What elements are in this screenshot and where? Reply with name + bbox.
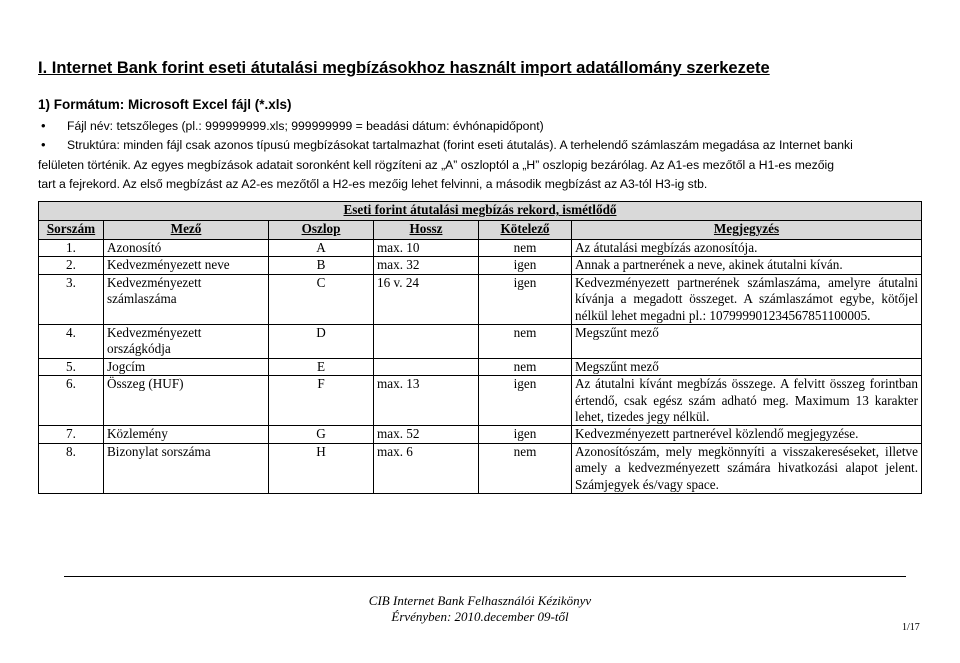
record-table <box>38 201 922 494</box>
row-column: G <box>269 426 374 443</box>
header-sorszam: Sorszám <box>39 221 104 240</box>
footer-manual-title: CIB Internet Bank Felhasználói Kézikönyv <box>368 593 592 608</box>
row-column: C <box>269 274 374 324</box>
row-length: max. 10 <box>374 240 479 257</box>
row-field: Közlemény <box>104 426 269 443</box>
row-number: 3. <box>39 274 104 324</box>
bullet-structure: • Struktúra: minden fájl csak azonos típusú megbízásokat tartalmazhat (forint eseti átutalás). A terhelendő számlaszám megadása az Internet banki <box>38 136 922 155</box>
row-required: igen <box>479 274 572 324</box>
row-length: 16 v. 24 <box>374 274 479 324</box>
row-note: Kedvezményezett partnerének számlaszáma, amelyre átutalni kívánja a megadott összeget. A számlaszámot egybe, kötőjel nélkül lehet megadni pl.: 107999901234567851100005. <box>572 274 922 324</box>
row-note: Azonosítószám, mely megkönnyíti a visszakereséseket, illetve amely a kedvezményezett számára hivatkozási alapot jelent. Számjegyek és/vagy space. <box>572 443 922 493</box>
row-required: nem <box>479 443 572 493</box>
row-field: Jogcím <box>104 358 269 375</box>
document-title: I. Internet Bank forint eseti átutalási megbízásokhoz használt import adatállomány szerkezete <box>38 59 770 77</box>
header-oszlop: Oszlop <box>269 221 374 240</box>
structure-paragraph <box>38 156 922 193</box>
table-row <box>39 376 922 426</box>
row-number: 6. <box>39 376 104 426</box>
row-note: Annak a partnerének a neve, akinek átutalni kíván. <box>572 257 922 274</box>
row-field: Összeg (HUF) <box>104 376 269 426</box>
table-row <box>39 358 922 375</box>
row-number: 5. <box>39 358 104 375</box>
row-required: nem <box>479 325 572 359</box>
row-column: B <box>269 257 374 274</box>
row-column: E <box>269 358 374 375</box>
row-column: F <box>269 376 374 426</box>
table-row <box>39 426 922 443</box>
row-note: Megszűnt mező <box>572 358 922 375</box>
row-field: Azonosító <box>104 240 269 257</box>
table-caption: Eseti forint átutalási megbízás rekord, ismétlődő <box>39 202 922 221</box>
footer-divider <box>64 576 906 577</box>
row-field: Kedvezményezett országkódja <box>104 325 269 359</box>
row-number: 2. <box>39 257 104 274</box>
row-note: Kedvezményezett partnerével közlendő megjegyzése. <box>572 426 922 443</box>
table-row <box>39 257 922 274</box>
row-length <box>374 325 479 359</box>
row-length: max. 32 <box>374 257 479 274</box>
bullet-list <box>38 117 922 154</box>
row-length: max. 52 <box>374 426 479 443</box>
table-row <box>39 325 922 359</box>
header-megjegyzes: Megjegyzés <box>572 221 922 240</box>
header-mezo: Mező <box>104 221 269 240</box>
bullet-filename: • Fájl név: tetszőleges (pl.: 999999999.xls; 999999999 = beadási dátum: évhónapidőpont) <box>38 117 922 136</box>
row-required: nem <box>479 240 572 257</box>
page-number: 1/17 <box>902 622 920 633</box>
row-number: 7. <box>39 426 104 443</box>
row-note: Az átutalási megbízás azonosítója. <box>572 240 922 257</box>
header-kotelezo: Kötelező <box>479 221 572 240</box>
paragraph-line: felületen történik. Az egyes megbízások adatait soronként kell rögzíteni az „A” oszloptól a „H” oszlopig bezárólag. Az A1-es mezőtől a H1-es mezőig <box>38 158 834 172</box>
footer <box>38 593 922 625</box>
paragraph-line: tart a fejrekord. Az első megbízást az A2-es mezőtől a H2-es mezőig lehet felvinni, a második megbízást az A3-tól H3-ig stb. <box>38 176 708 191</box>
row-field: Kedvezményezett neve <box>104 257 269 274</box>
row-field: Kedvezményezett számlaszáma <box>104 274 269 324</box>
row-required: nem <box>479 358 572 375</box>
table-row <box>39 274 922 324</box>
row-length: max. 6 <box>374 443 479 493</box>
table-body <box>39 240 922 494</box>
row-length <box>374 358 479 375</box>
row-required: igen <box>479 426 572 443</box>
row-number: 1. <box>39 240 104 257</box>
row-length: max. 13 <box>374 376 479 426</box>
table-row <box>39 240 922 257</box>
row-note: Az átutalni kívánt megbízás összege. A felvitt összeg forintban értendő, csak egész szám adható meg. Maximum 13 karakter lehet, tizedes jegy nélkül. <box>572 376 922 426</box>
footer-validity: Érvényben: 2010.december 09-től <box>391 609 569 624</box>
row-column: A <box>269 240 374 257</box>
format-heading: 1) Formátum: Microsoft Excel fájl (*.xls) <box>38 97 292 112</box>
row-required: igen <box>479 257 572 274</box>
row-number: 8. <box>39 443 104 493</box>
table-row <box>39 443 922 493</box>
row-column: H <box>269 443 374 493</box>
row-note: Megszűnt mező <box>572 325 922 359</box>
row-field: Bizonylat sorszáma <box>104 443 269 493</box>
row-required: igen <box>479 376 572 426</box>
row-number: 4. <box>39 325 104 359</box>
header-hossz: Hossz <box>374 221 479 240</box>
row-column: D <box>269 325 374 359</box>
